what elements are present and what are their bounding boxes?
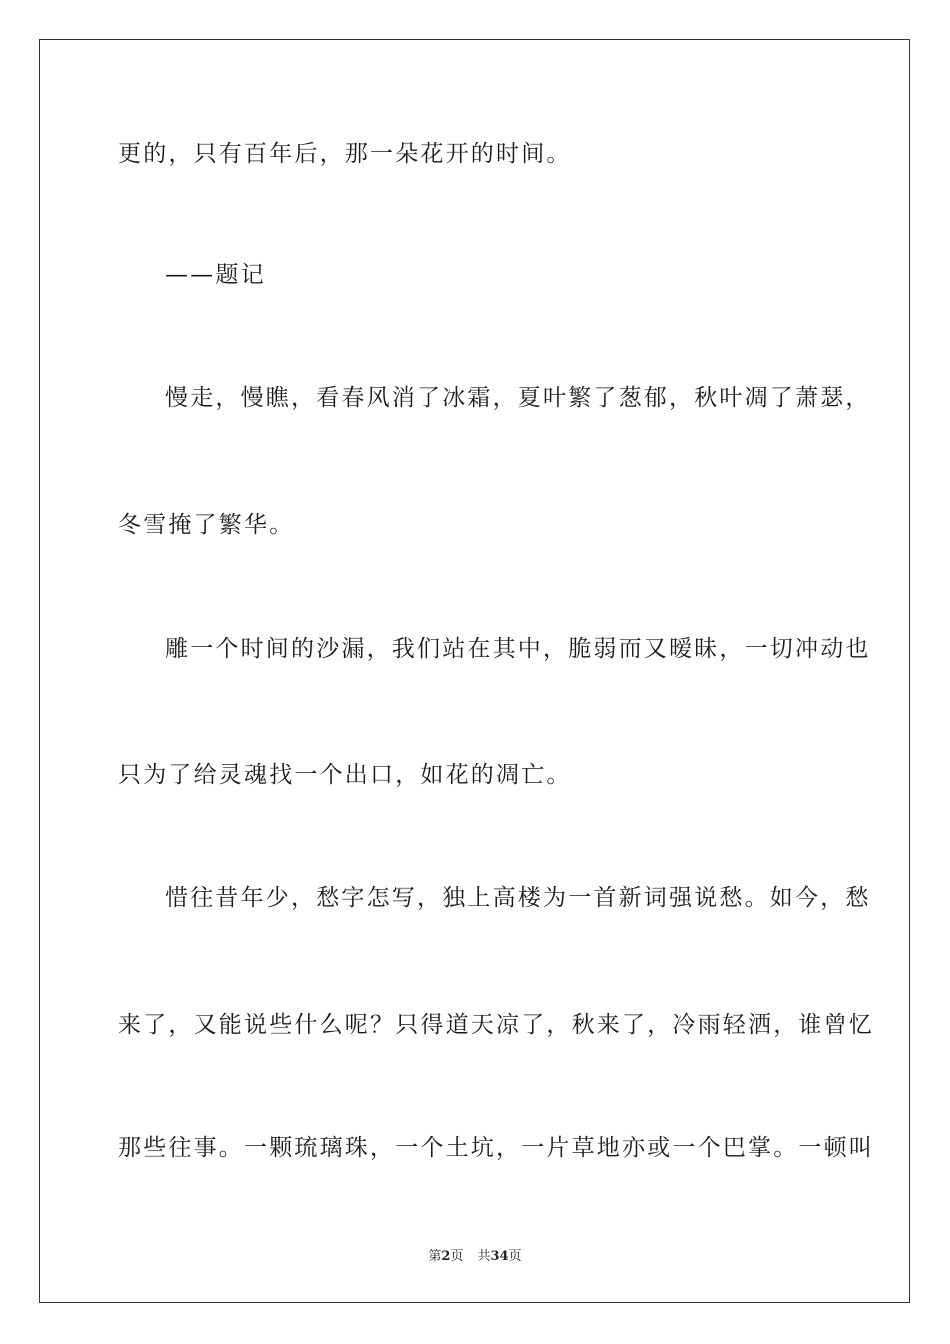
text-line-7: 惜往昔年少，愁字怎写，独上高楼为一首新词强说愁。如今，愁 xyxy=(165,885,871,911)
page-suffix: 页 xyxy=(450,1249,464,1264)
page-border xyxy=(39,39,910,1303)
text-line-8: 来了，又能说些什么呢？只得道天凉了，秋来了，冷雨轻洒，谁曾忆 xyxy=(118,1012,874,1038)
text-line-4: 冬雪掩了繁华。 xyxy=(118,512,295,538)
text-line-2-inscription: ——题记 xyxy=(165,262,266,288)
total-prefix: 共 xyxy=(477,1249,491,1264)
text-line-1: 更的，只有百年后，那一朵花开的时间。 xyxy=(118,141,572,167)
text-line-3: 慢走，慢瞧，看春风消了冰霜，夏叶繁了葱郁，秋叶凋了萧瑟， xyxy=(165,385,871,411)
page-prefix: 第 xyxy=(428,1249,442,1264)
page-footer xyxy=(0,1248,950,1266)
total-pages: 34 xyxy=(490,1249,509,1264)
text-line-6: 只为了给灵魂找一个出口，如花的凋亡。 xyxy=(118,762,572,788)
text-line-5: 雕一个时间的沙漏，我们站在其中，脆弱而又暧昧，一切冲动也 xyxy=(165,636,871,662)
total-suffix: 页 xyxy=(508,1249,522,1264)
text-line-9: 那些往事。一颗琉璃珠，一个土坑，一片草地亦或一个巴掌。一顿叫 xyxy=(118,1135,874,1161)
page-number: 2 xyxy=(441,1249,451,1264)
